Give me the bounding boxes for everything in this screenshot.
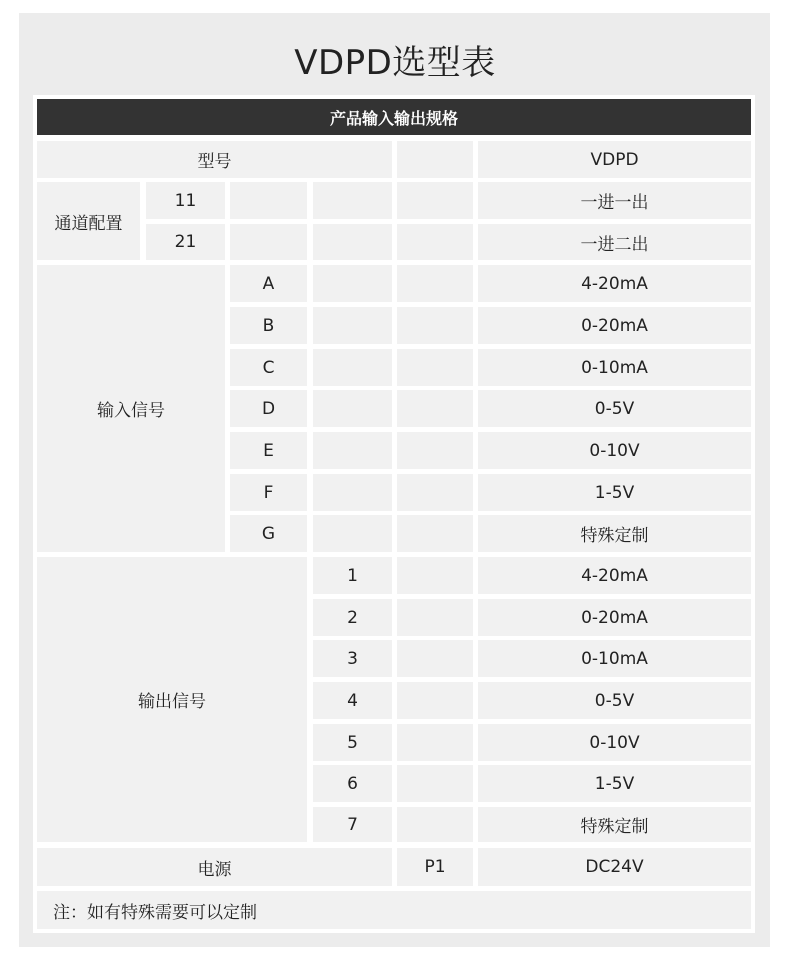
input-empty-cell bbox=[313, 307, 392, 344]
output-code: 5 bbox=[313, 724, 392, 761]
input-empty-cell bbox=[313, 390, 392, 427]
output-code: 2 bbox=[313, 599, 392, 636]
channel-empty-cell bbox=[230, 224, 307, 260]
input-empty-cell bbox=[397, 390, 473, 427]
output-desc: 特殊定制 bbox=[478, 807, 751, 842]
output-desc: 0-20mA bbox=[478, 599, 751, 636]
output-empty-cell bbox=[397, 640, 473, 677]
input-empty-cell bbox=[397, 474, 473, 511]
table-header: 产品输入输出规格 bbox=[37, 99, 751, 135]
input-desc: 0-5V bbox=[478, 390, 751, 427]
input-code: F bbox=[230, 474, 307, 511]
channel-empty-cell bbox=[397, 224, 473, 260]
channel-desc-11: 一进一出 bbox=[478, 182, 751, 219]
input-empty-cell bbox=[397, 432, 473, 469]
input-desc: 1-5V bbox=[478, 474, 751, 511]
channel-empty-cell bbox=[313, 224, 392, 260]
input-empty-cell bbox=[313, 432, 392, 469]
output-desc: 0-5V bbox=[478, 682, 751, 719]
page-title: VDPD选型表 bbox=[294, 43, 496, 83]
input-empty-cell bbox=[313, 474, 392, 511]
model-label: 型号 bbox=[37, 141, 392, 178]
output-code: 1 bbox=[313, 557, 392, 594]
output-code: 7 bbox=[313, 807, 392, 842]
power-label: 电源 bbox=[37, 848, 392, 886]
output-empty-cell bbox=[397, 557, 473, 594]
output-empty-cell bbox=[397, 724, 473, 761]
channel-empty-cell bbox=[230, 182, 307, 219]
input-desc: 0-10V bbox=[478, 432, 751, 469]
input-code: C bbox=[230, 349, 307, 386]
input-label: 输入信号 bbox=[37, 265, 225, 552]
input-code: G bbox=[230, 515, 307, 552]
output-desc: 4-20mA bbox=[478, 557, 751, 594]
input-empty-cell bbox=[397, 265, 473, 302]
channel-code-11: 11 bbox=[146, 182, 225, 219]
output-empty-cell bbox=[397, 765, 473, 802]
input-code: E bbox=[230, 432, 307, 469]
model-empty-cell bbox=[397, 141, 473, 178]
output-code: 4 bbox=[313, 682, 392, 719]
input-desc: 0-10mA bbox=[478, 349, 751, 386]
input-empty-cell bbox=[397, 515, 473, 552]
output-empty-cell bbox=[397, 682, 473, 719]
input-empty-cell bbox=[397, 349, 473, 386]
channel-empty-cell bbox=[397, 182, 473, 219]
channel-desc-21: 一进二出 bbox=[478, 224, 751, 260]
channel-empty-cell bbox=[313, 182, 392, 219]
output-desc: 0-10mA bbox=[478, 640, 751, 677]
power-code: P1 bbox=[397, 848, 473, 886]
input-code: D bbox=[230, 390, 307, 427]
channel-code-21: 21 bbox=[146, 224, 225, 260]
channel-label: 通道配置 bbox=[37, 182, 140, 260]
output-empty-cell bbox=[397, 599, 473, 636]
output-desc: 1-5V bbox=[478, 765, 751, 802]
output-code: 6 bbox=[313, 765, 392, 802]
input-code: A bbox=[230, 265, 307, 302]
input-empty-cell bbox=[397, 307, 473, 344]
output-code: 3 bbox=[313, 640, 392, 677]
input-desc: 0-20mA bbox=[478, 307, 751, 344]
input-desc: 特殊定制 bbox=[478, 515, 751, 552]
input-empty-cell bbox=[313, 265, 392, 302]
input-code: B bbox=[230, 307, 307, 344]
output-empty-cell bbox=[397, 807, 473, 842]
input-empty-cell bbox=[313, 515, 392, 552]
input-desc: 4-20mA bbox=[478, 265, 751, 302]
power-desc: DC24V bbox=[478, 848, 751, 886]
output-label: 输出信号 bbox=[37, 557, 307, 842]
model-value: VDPD bbox=[478, 141, 751, 178]
input-empty-cell bbox=[313, 349, 392, 386]
footnote: 注：如有特殊需要可以定制 bbox=[37, 891, 751, 929]
output-desc: 0-10V bbox=[478, 724, 751, 761]
